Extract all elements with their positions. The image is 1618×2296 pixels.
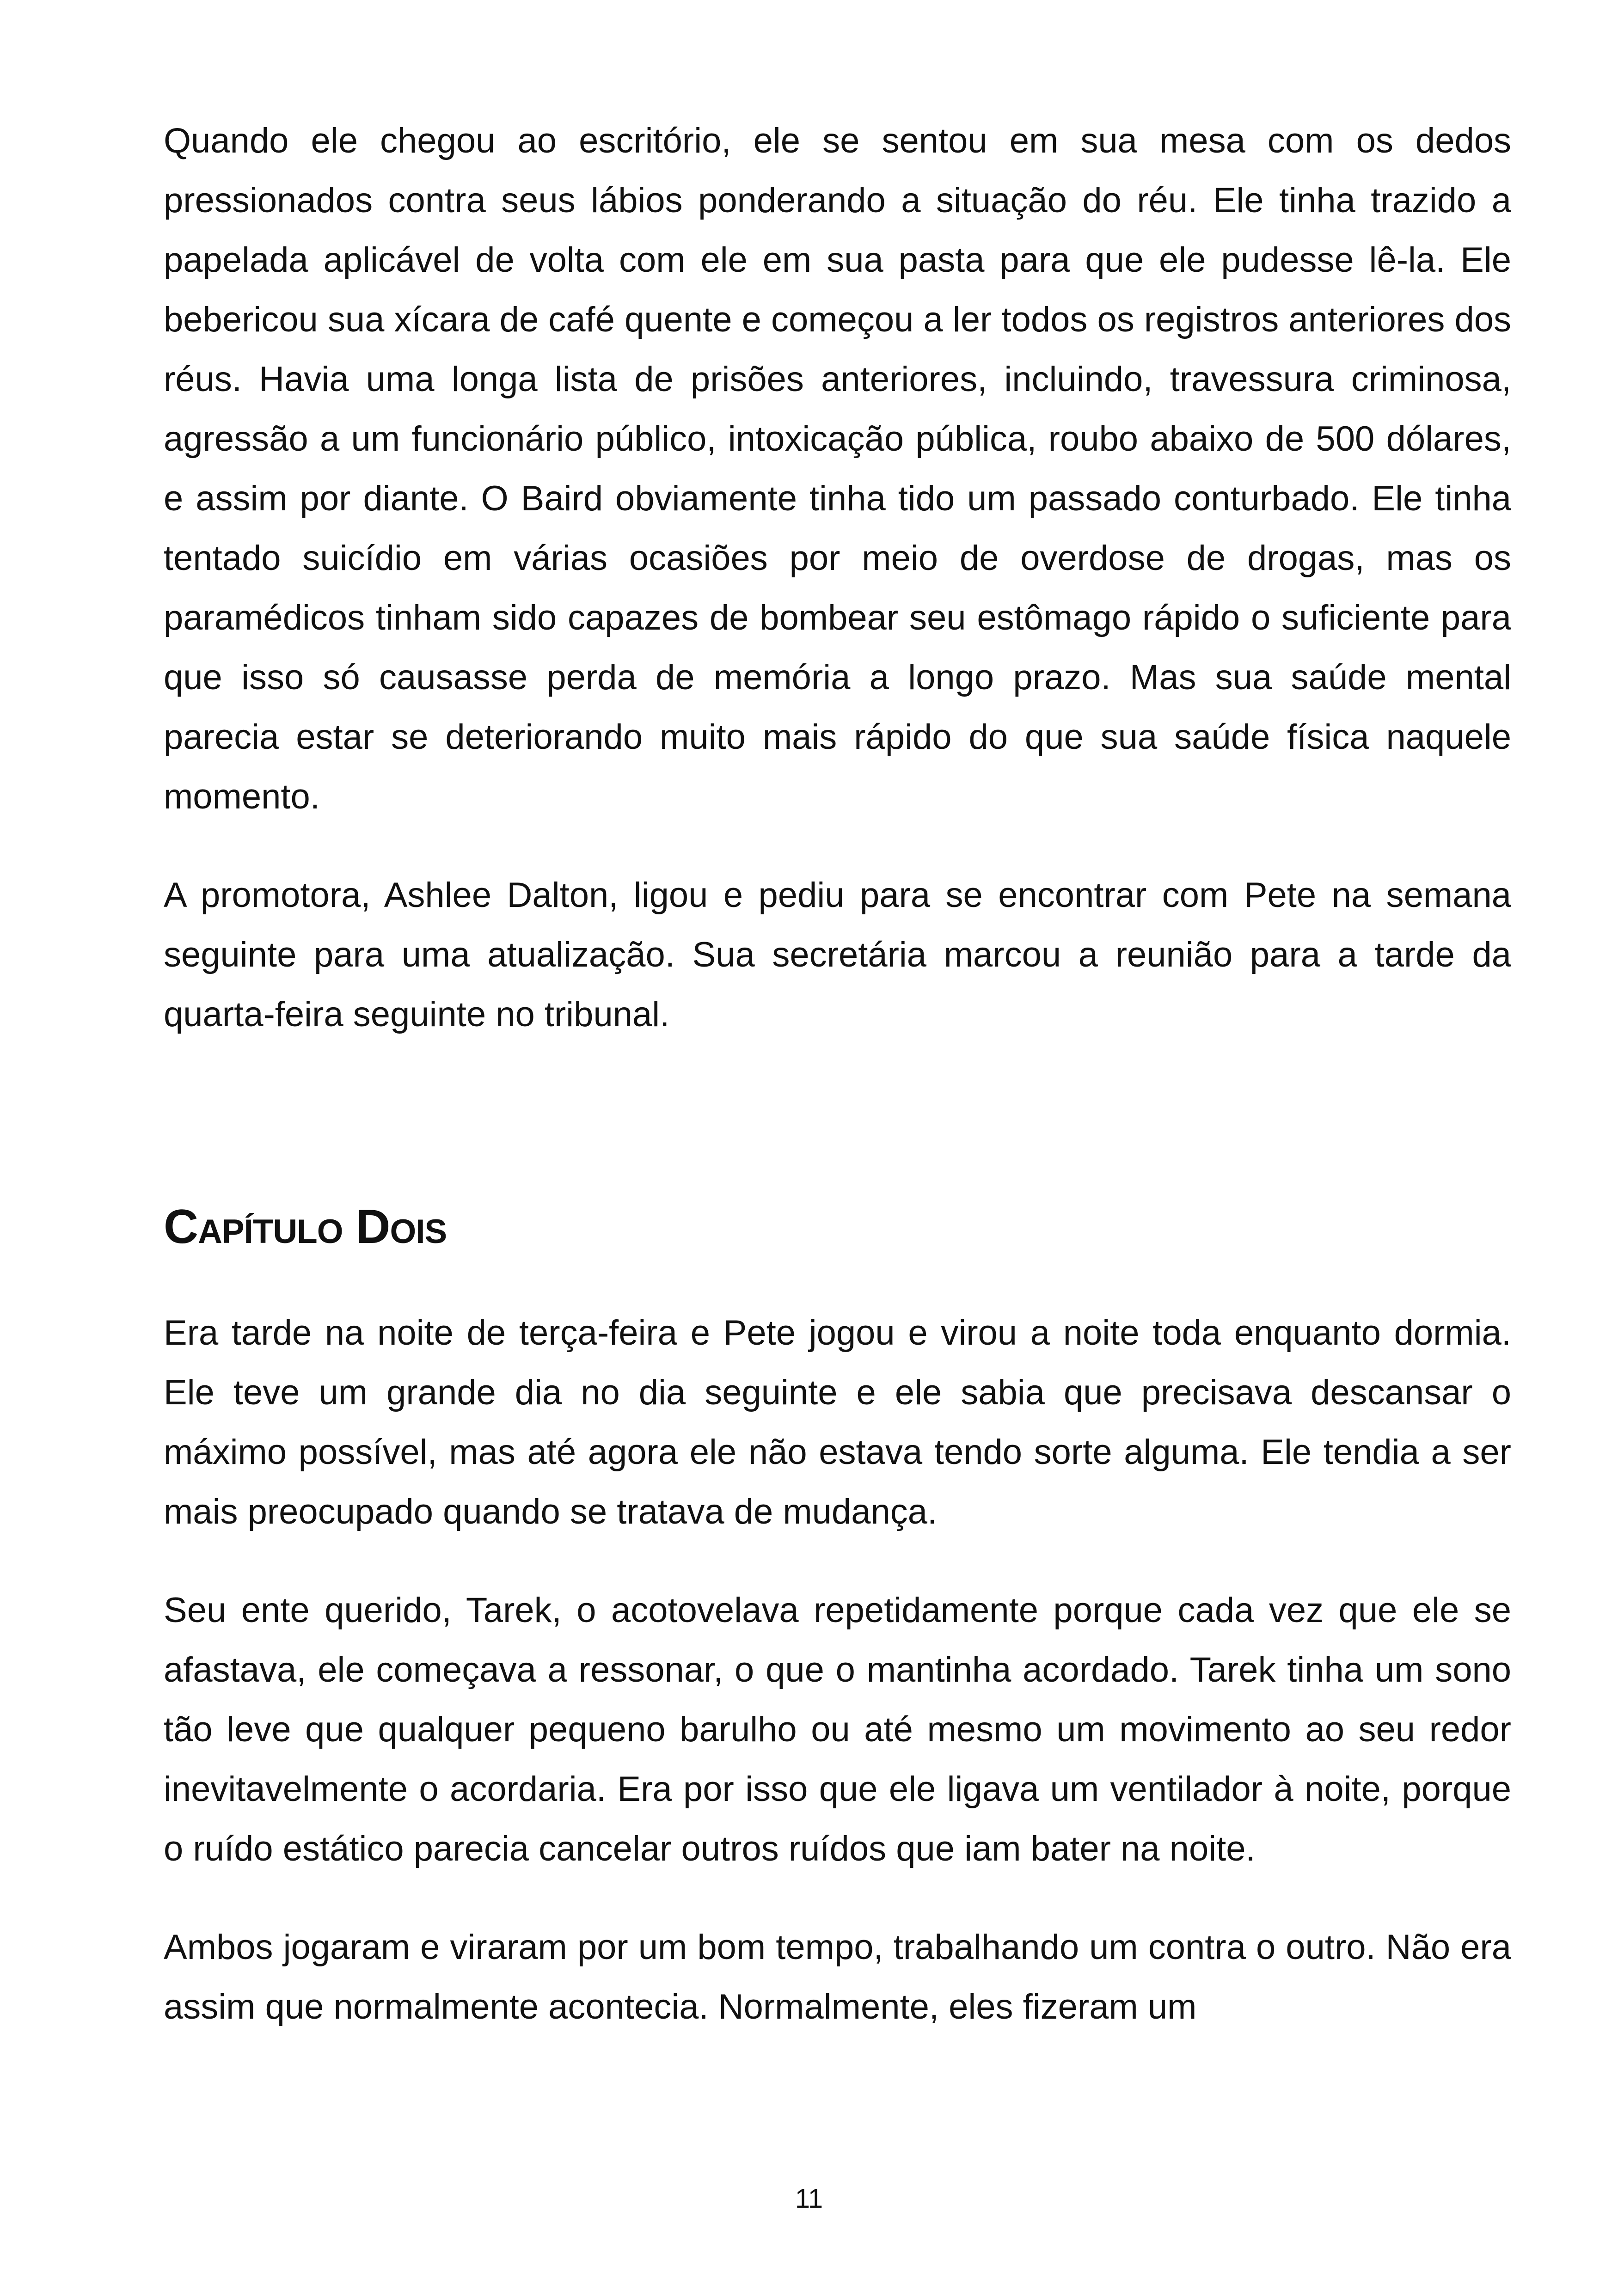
chapter-title: Capítulo Dois [164,1200,447,1254]
page-content [164,111,1511,2037]
paragraph-3: Era tarde na noite de terça-feira e Pete jogou e virou a noite toda enquanto dormia. Ele teve um grande dia no dia seguinte e ele sabia que precisava descansar o máximo possível, mas até agora ele não estava tendo sorte alguma. Ele tendia a ser mais preocupado quando se tratava de mudança. [164,1313,1511,1531]
page-number: 11 [795,2184,823,2214]
paragraph-2: A promotora, Ashlee Dalton, ligou e pediu para se encontrar com Pete na semana seguinte para uma atualização. Sua secretária marcou a reunião para a tarde da quarta-feira seguinte no tribunal. [164,876,1511,1034]
paragraph-1: Quando ele chegou ao escritório, ele se sentou em sua mesa com os dedos pressionados contra seus lábios ponderando a situação do réu. Ele tinha trazido a papelada aplicável de volta com ele em sua pasta para que ele pudesse lê-la. Ele bebericou sua xícara de café quente e começou a ler todos os registros anteriores dos réus. Havia uma longa lista de prisões anteriores, incluindo, travessura criminosa, agressão a um funcionário público, intoxicação pública, roubo abaixo de 500 dólares, e assim por diante. O Baird obviamente tinha tido um passado conturbado. Ele tinha tentado suicídio em várias ocasiões por meio de overdose de drogas, mas os paramédicos tinham sido capazes de bombear seu estômago rápido o suficiente para que isso só causasse perda de memória a longo prazo. Mas sua saúde mental parecia estar se deteriorando muito mais rápido do que sua saúde física naquele momento. [164,121,1512,816]
paragraph-4: Seu ente querido, Tarek, o acotovelava repetidamente porque cada vez que ele se afastava, ele começava a ressonar, o que o mantinha acordado. Tarek tinha um sono tão leve que qualquer pequeno barulho ou até mesmo um movimento ao seu redor inevitavelmente o acordaria. Era por isso que ele ligava um ventilador à noite, porque o ruído estático parecia cancelar outros ruídos que iam bater na noite. [164,1591,1511,1868]
paragraph-5: Ambos jogaram e viraram por um bom tempo, trabalhando um contra o outro. Não era assim que normalmente acontecia. Normalmente, eles fizeram um [164,1928,1511,2027]
